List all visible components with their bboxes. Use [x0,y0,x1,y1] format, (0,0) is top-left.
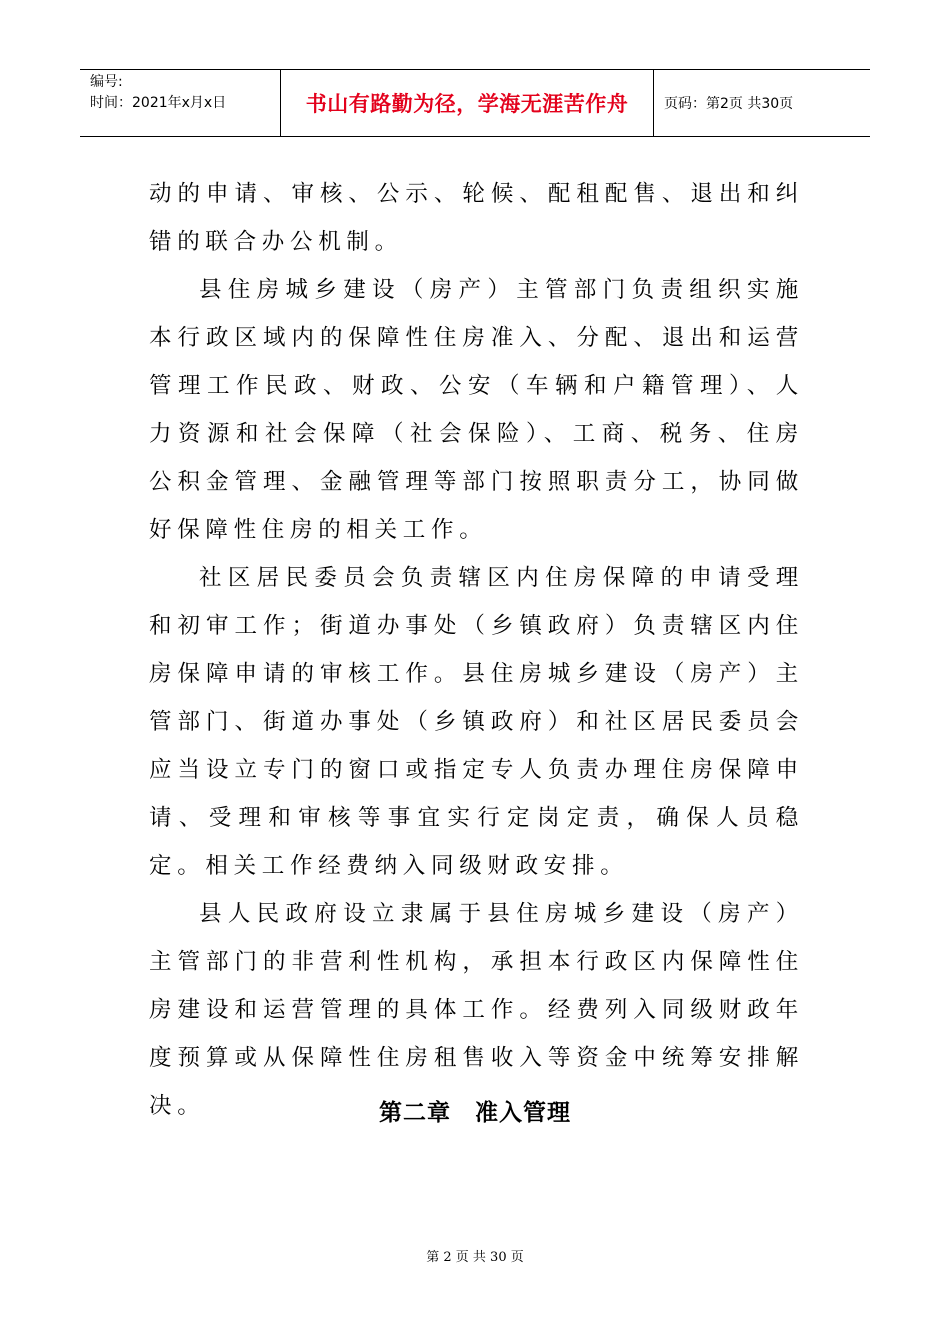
document-number-label: 编号: [90,74,123,90]
page-footer: 第 2 页 共 30 页 [426,1250,524,1265]
header-page-info: 页码：第2页 共30页 [664,96,794,112]
body-paragraph: 动的申请、审核、公示、轮候、配租配售、退出和纠错的联合办公机制。 [149,181,804,255]
page-header [80,69,870,137]
document-body [149,170,804,1130]
body-paragraph: 县人民政府设立隶属于县住房城乡建设（房产）主管部门的非营利性机构，承担本行政区内保障性住房建设和运营管理的具体工作。经费列入同级财政年度预算或从保障性住房租售收入等资金中统筹安排解决。 [149,901,804,1119]
document-date: 时间：2021年x月x日 [90,95,227,111]
header-meta [80,70,281,136]
body-paragraph: 县住房城乡建设（房产）主管部门负责组织实施本行政区域内的保障性住房准入、分配、退出和运营管理工作民政、财政、公安（车辆和户籍管理）、人力资源和社会保障（社会保险）、工商、税务、住房公积金管理、金融管理等部门按照职责分工，协同做好保障性住房的相关工作。 [149,277,804,543]
body-paragraph: 社区居民委员会负责辖区内住房保障的申请受理和初审工作；街道办事处（乡镇政府）负责辖区内住房保障申请的审核工作。县住房城乡建设（房产）主管部门、街道办事处（乡镇政府）和社区居民委员会应当设立专门的窗口或指定专人负责办理住房保障申请、受理和审核等事宜实行定岗定责，确保人员稳定。相关工作经费纳入同级财政安排。 [149,565,804,879]
header-motto: 书山有路勤为径，学海无涯苦作舟 [281,70,654,136]
chapter-heading: 第二章 准入管理 [379,1100,571,1126]
